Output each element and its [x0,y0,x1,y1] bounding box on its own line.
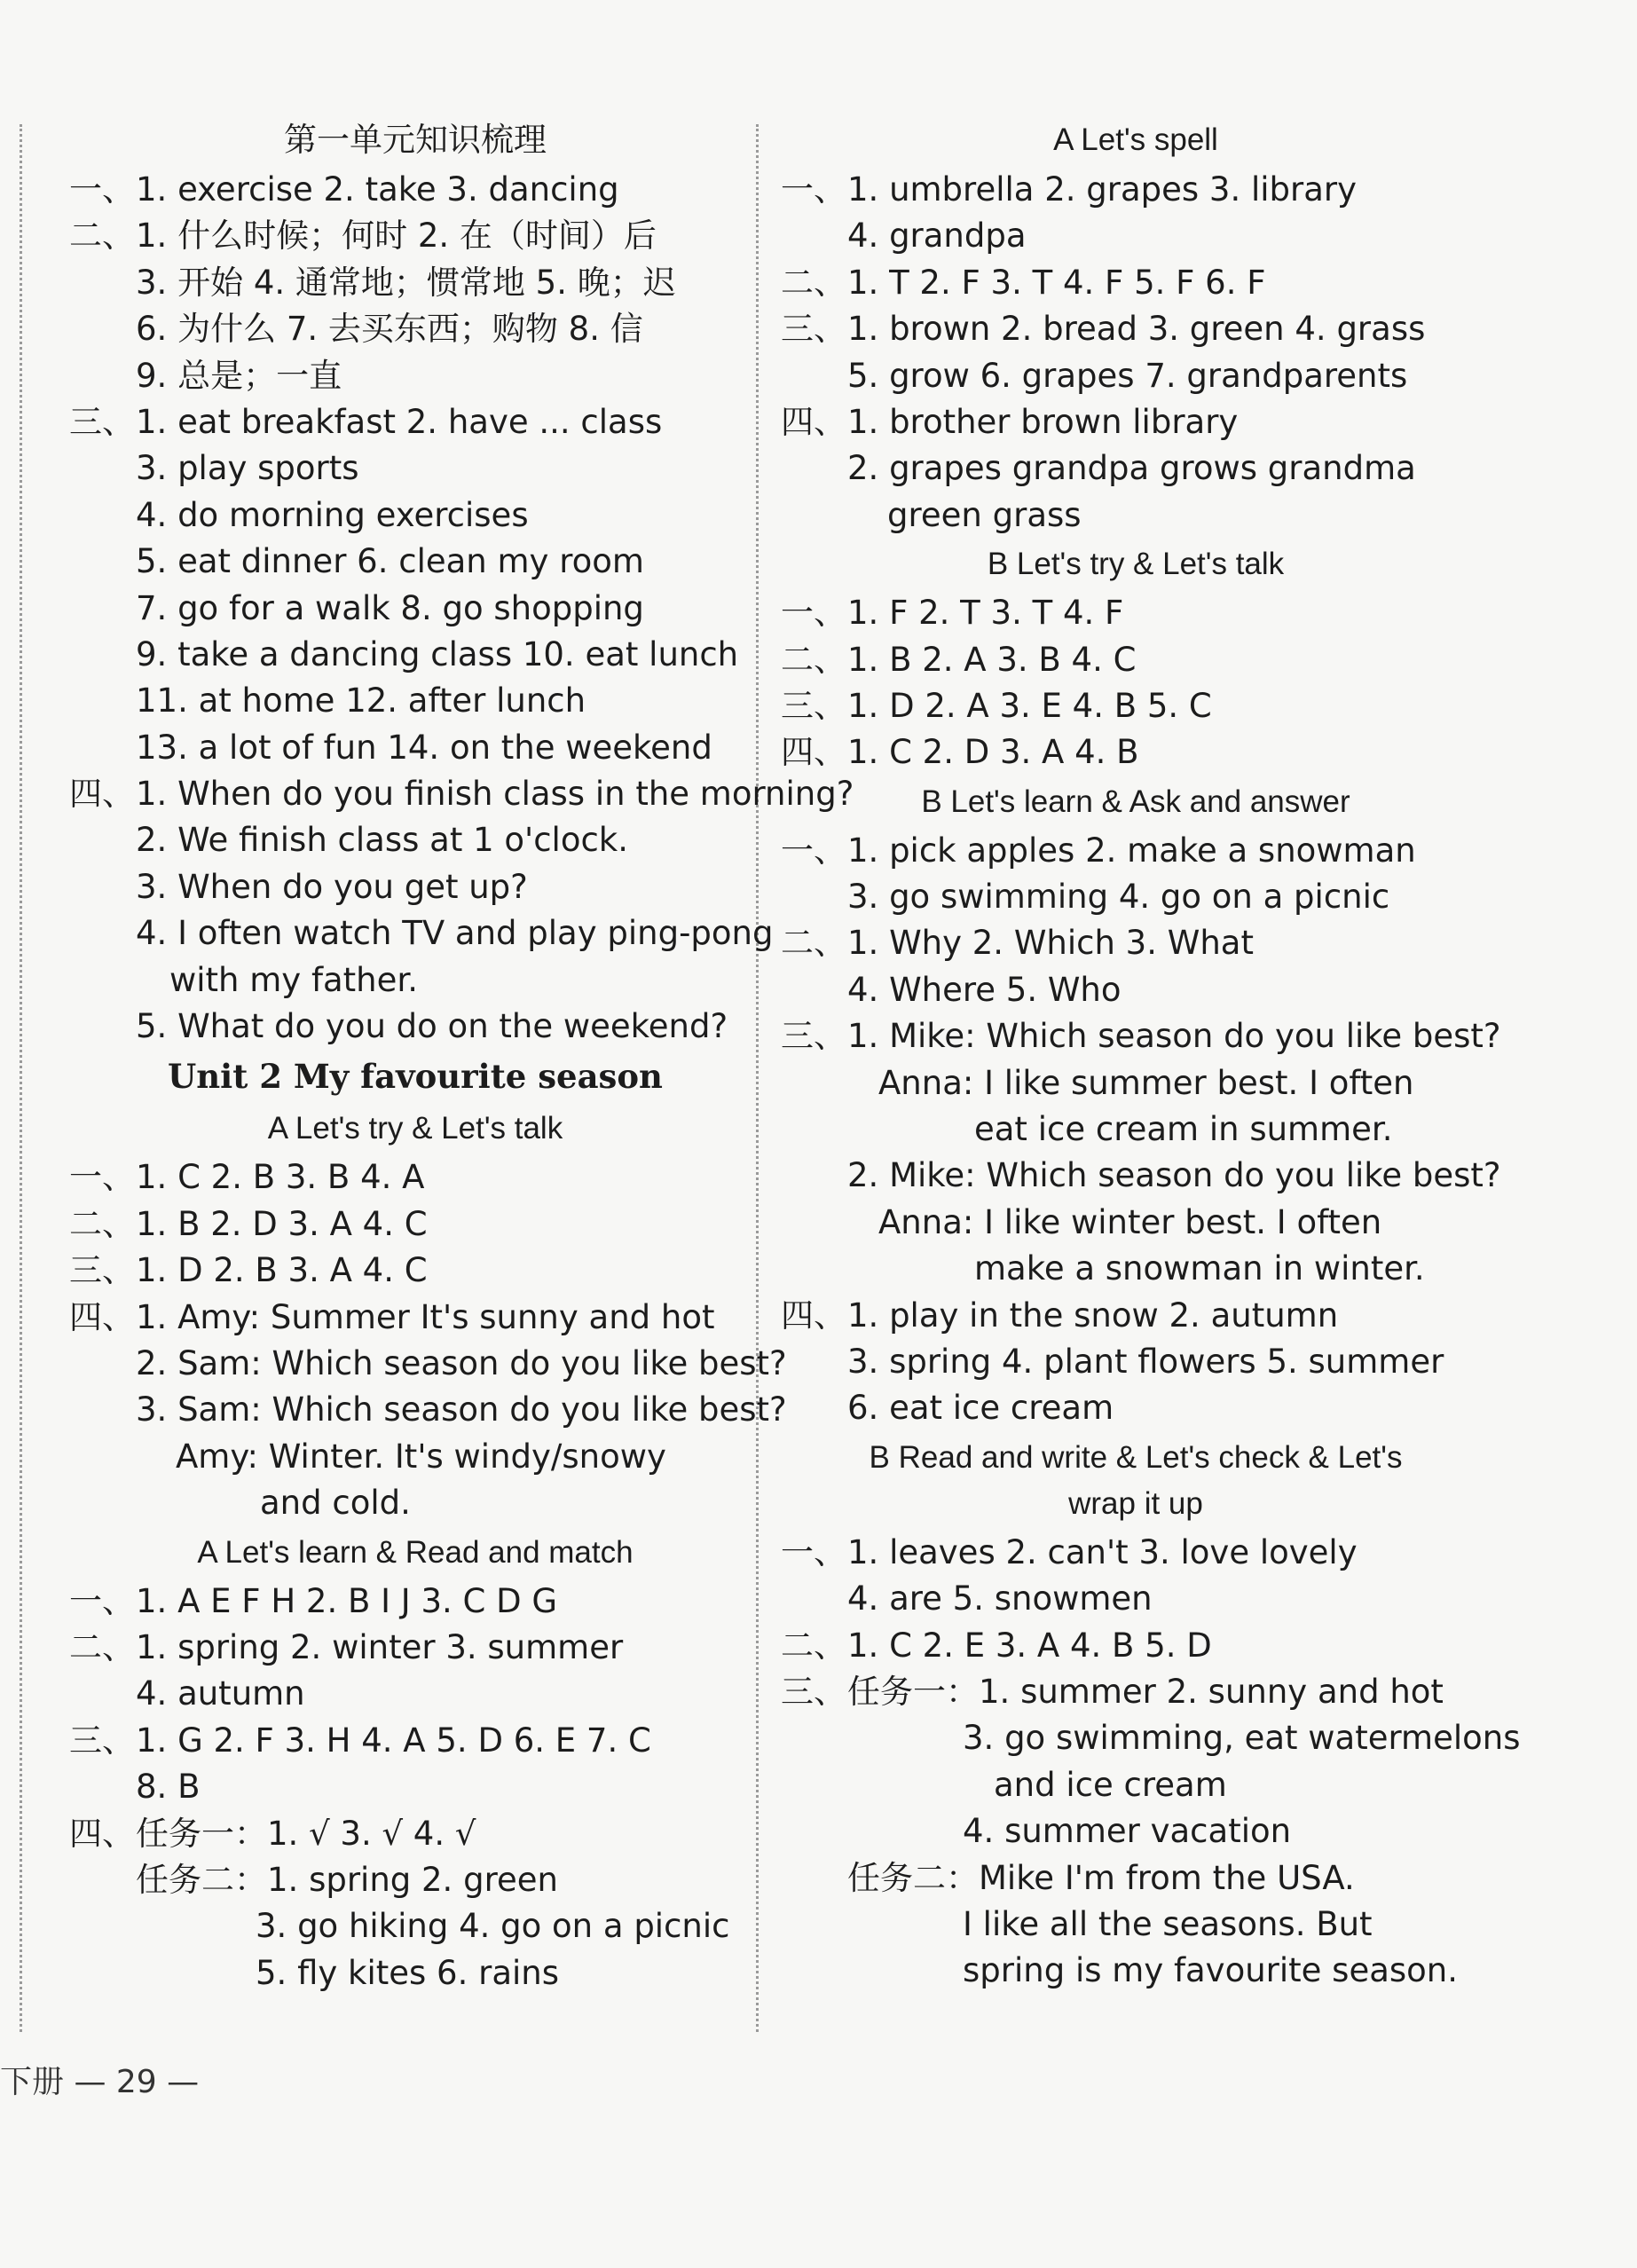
answer-line: and ice cream [994,1765,1227,1804]
answer-line: 2. We finish class at 1 o'clock. [136,821,628,860]
answer-line: 四、 1. Amy: Summer It's sunny and hot [69,1297,715,1336]
answer-line: 4. I often watch TV and play ping-pong [136,914,774,953]
answer-line: 二、 1. T 2. F 3. T 4. F 5. F 6. F [781,263,1266,302]
answer-line: Amy: Winter. It's windy/snowy [176,1437,666,1476]
answer-line: green grass [887,495,1082,534]
answer-line: 11. at home 12. after lunch [136,681,586,721]
left-column [69,114,854,1996]
section-heading: B Let's try & Let's talk [987,547,1285,582]
unit2-title: Unit 2 My favourite season [168,1057,663,1097]
answer-line: 5. eat dinner 6. clean my room [136,542,644,581]
answer-line: 6. 为什么 7. 去买东西；购物 8. 信 [136,310,643,349]
answer-line: 3. go swimming, eat watermelons [963,1719,1521,1758]
answer-line: 2. Sam: Which season do you like best? [136,1343,787,1382]
right-column [781,114,1521,1995]
section-heading: A Let's learn & Read and match [197,1534,634,1570]
answer-line: 4. are 5. snowmen [847,1579,1153,1618]
answer-line: 4. summer vacation [963,1812,1292,1851]
answer-line: 一、 1. C 2. B 3. B 4. A [69,1158,425,1197]
answer-line: 三、 任务一：1. summer 2. sunny and hot [781,1672,1444,1711]
answer-line: 7. go for a walk 8. go shopping [136,588,644,627]
unit1-review-title: 第一单元知识梳理 [284,121,547,159]
answer-line: 二、 1. Why 2. Which 3. What [781,924,1254,963]
answer-line: 三、 1. G 2. F 3. H 4. A 5. D 6. E 7. C [69,1721,651,1760]
answer-line: 9. 总是；一直 [136,356,342,395]
answer-line: 6. eat ice cream [847,1389,1114,1428]
answer-line: 5. grow 6. grapes 7. grandparents [847,356,1408,395]
answer-line: 4. grandpa [847,217,1027,256]
answer-line: 3. 开始 4. 通常地；惯常地 5. 晚；迟 [136,263,676,302]
answer-line: 3. go hiking 4. go on a picnic [256,1907,730,1946]
answer-line: 三、 1. D 2. B 3. A 4. C [69,1251,428,1290]
answer-line: 四、 1. brother brown library [781,402,1239,441]
answer-line: 任务二：1. spring 2. green [136,1860,558,1899]
answer-line: 四、 任务一：1. √ 3. √ 4. √ [69,1814,476,1853]
answer-line: make a snowman in winter. [974,1249,1425,1288]
answer-line: 一、 1. leaves 2. can't 3. love lovely [781,1532,1358,1571]
answer-line: 一、 1. F 2. T 3. T 4. F [781,594,1124,633]
answer-line: 一、 1. pick apples 2. make a snowman [781,831,1416,870]
answer-line: 任务二：Mike I'm from the USA. [847,1858,1355,1897]
answer-line: 8. B [136,1768,201,1807]
answer-line: 三、 1. D 2. A 3. E 4. B 5. C [781,686,1212,725]
answer-line: 3. When do you get up? [136,867,528,906]
answer-line: 3. spring 4. plant flowers 5. summer [847,1342,1444,1381]
answer-line: 一、 1. A E F H 2. B I J 3. C D G [69,1581,558,1620]
answer-line: 4. autumn [136,1674,305,1713]
answer-line: 4. Where 5. Who [847,970,1122,1009]
answer-line: 二、 1. 什么时候；何时 2. 在（时间）后 [69,217,657,256]
answer-line: 三、 1. eat breakfast 2. have ... class [69,402,663,441]
answer-line: and cold. [260,1484,411,1523]
answer-line: 四、 1. C 2. D 3. A 4. B [781,733,1139,772]
answer-line: 三、 1. brown 2. bread 3. green 4. grass [781,310,1426,349]
answer-line: Anna: I like summer best. I often [878,1063,1414,1102]
answer-line: 9. take a dancing class 10. eat lunch [136,634,739,673]
answer-line: 二、 1. spring 2. winter 3. summer [69,1627,624,1666]
section-heading: B Read and write & Let's check & Let's [869,1439,1403,1475]
answer-line: 5. What do you do on the weekend? [136,1007,728,1046]
answer-line: 一、 1. exercise 2. take 3. dancing [69,170,619,209]
answer-line: eat ice cream in summer. [974,1110,1393,1149]
answer-line: 13. a lot of fun 14. on the weekend [136,728,712,767]
answer-line: Anna: I like winter best. I often [878,1202,1382,1241]
answer-line: 二、 1. C 2. E 3. A 4. B 5. D [781,1626,1212,1665]
answer-line: 5. fly kites 6. rains [256,1953,559,1992]
answer-line: 3. play sports [136,449,359,488]
answer-line: 2. Mike: Which season do you like best? [847,1156,1501,1195]
answer-line: 4. do morning exercises [136,495,529,534]
section-heading: B Let's learn & Ask and answer [921,784,1350,819]
answer-line: I like all the seasons. But [963,1904,1373,1943]
answer-line: 四、 1. When do you finish class in the morning? [69,775,854,814]
answer-line: 3. Sam: Which season do you like best? [136,1390,787,1429]
answer-line: 四、 1. play in the snow 2. autumn [781,1295,1339,1335]
page-footer: 下册 — 29 — [0,2064,200,2100]
section-heading-continued: wrap it up [1068,1485,1203,1521]
answer-line: spring is my favourite season. [963,1951,1459,1990]
left-margin-divider [20,124,22,2032]
answer-line: 2. grapes grandpa grows grandma [847,449,1416,488]
section-heading: A Let's try & Let's talk [267,1111,563,1146]
answer-line: 二、 1. B 2. A 3. B 4. C [781,640,1137,679]
answer-line: 3. go swimming 4. go on a picnic [847,878,1390,917]
answer-line: with my father. [169,960,418,999]
answer-line: 二、 1. B 2. D 3. A 4. C [69,1204,428,1243]
section-heading: A Let's spell [1053,122,1218,157]
answer-line: 三、 1. Mike: Which season do you like best? [781,1017,1501,1056]
answer-line: 一、 1. umbrella 2. grapes 3. library [781,170,1358,209]
